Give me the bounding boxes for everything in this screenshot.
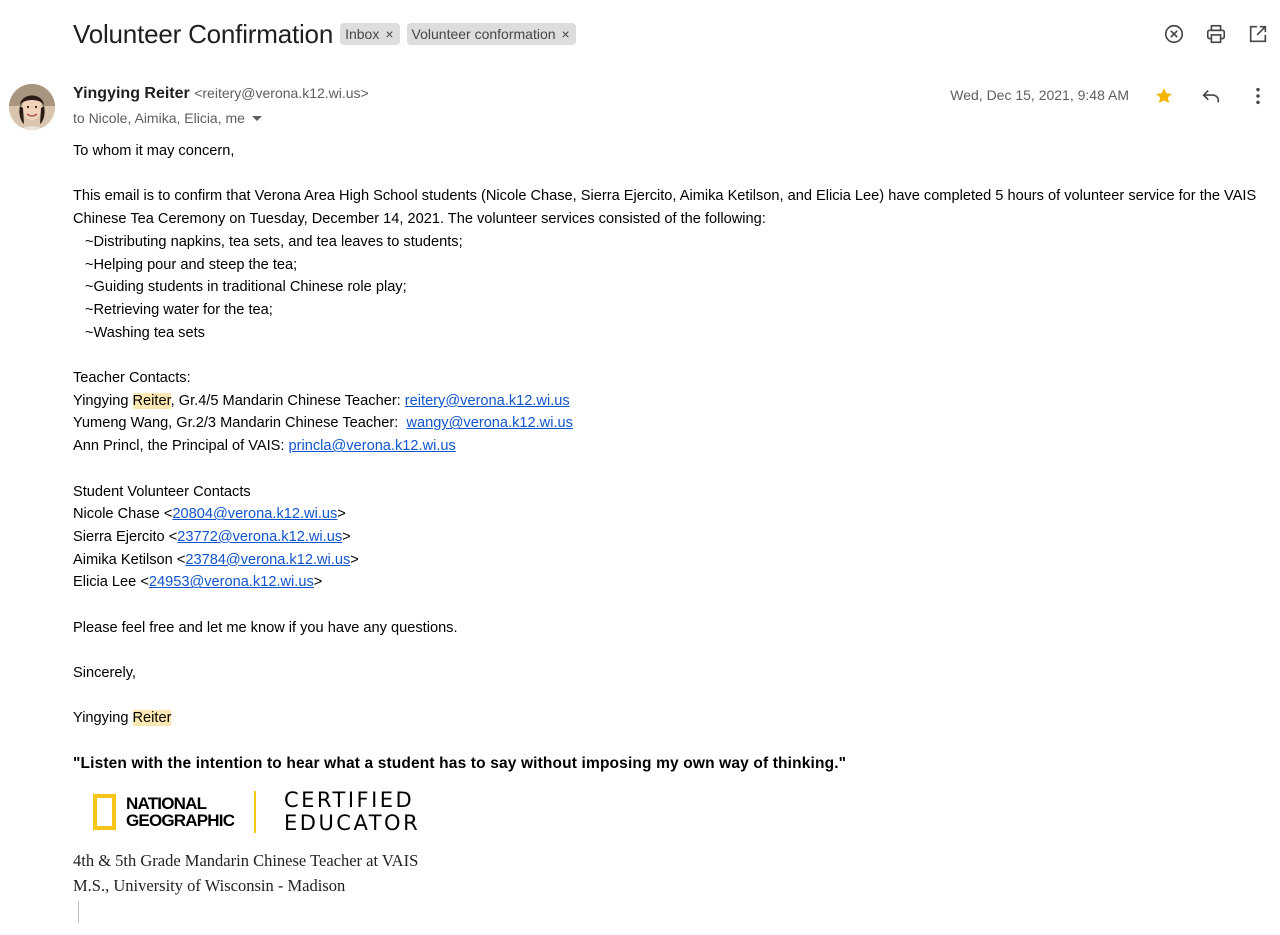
email-subject: Volunteer Confirmation bbox=[73, 18, 334, 49]
sender-email: <reitery@verona.k12.wi.us> bbox=[194, 85, 369, 101]
reply-icon[interactable] bbox=[1199, 84, 1223, 108]
student-contact-row bbox=[73, 503, 1273, 526]
label-text: Inbox bbox=[345, 26, 380, 42]
service-item: ~Guiding students in traditional Chinese role play; bbox=[85, 279, 407, 296]
service-item: ~Retrieving water for the tea; bbox=[85, 301, 273, 318]
close-all-icon[interactable] bbox=[1162, 22, 1186, 46]
confirmation-paragraph: This email is to confirm that Verona Area High School students (Nicole Chase, Sierra Ejercito, Aimika Ketilson, and Elicia Lee) have completed 5 hours of volunteer service for the VAIS Chinese Tea Ceremony on Tuesday, December 14, 2021. The volunteer services consisted of the following: bbox=[73, 188, 1257, 228]
sign-off: Sincerely, bbox=[73, 665, 136, 682]
service-item: ~Washing tea sets bbox=[85, 324, 205, 341]
student-contact-row bbox=[73, 571, 1273, 594]
student-contacts-heading: Student Volunteer Contacts bbox=[73, 483, 251, 500]
email-link[interactable]: 24953@verona.k12.wi.us bbox=[148, 574, 314, 591]
show-details-chevron-icon[interactable] bbox=[252, 116, 262, 121]
natgeo-line: NATIONAL bbox=[126, 793, 207, 813]
remove-label-button[interactable]: × bbox=[385, 26, 394, 42]
contact-name: Ann Princl, the Principal of VAIS: bbox=[73, 438, 289, 455]
recipients-line bbox=[73, 110, 262, 126]
student-contact-row bbox=[73, 549, 1273, 572]
bracket: > bbox=[313, 574, 323, 591]
bracket: > bbox=[342, 528, 351, 545]
cert-line: CERTIFIED bbox=[284, 787, 415, 812]
service-item: ~Helping pour and steep the tea; bbox=[85, 256, 298, 273]
contact-name: Yumeng Wang, Gr.2/3 Mandarin Chinese Teacher: bbox=[73, 415, 407, 432]
message-actions bbox=[1152, 84, 1270, 108]
student-name: Nicole Chase < bbox=[73, 506, 173, 523]
email-link[interactable]: 23784@verona.k12.wi.us bbox=[185, 551, 351, 568]
search-highlight: Reiter bbox=[132, 710, 172, 727]
closing-note: Please feel free and let me know if you have any questions. bbox=[73, 619, 458, 636]
open-in-new-window-icon[interactable] bbox=[1246, 22, 1270, 46]
sender-line bbox=[73, 85, 369, 103]
teacher-contact-row bbox=[73, 412, 1273, 435]
star-icon[interactable] bbox=[1152, 84, 1176, 108]
email-link[interactable]: princla@verona.k12.wi.us bbox=[288, 438, 456, 455]
more-vert-icon[interactable] bbox=[1246, 84, 1270, 108]
signature-first-name: Yingying bbox=[73, 710, 133, 727]
teacher-contacts-heading: Teacher Contacts: bbox=[73, 370, 191, 386]
greeting: To whom it may concern, bbox=[73, 143, 235, 159]
teacher-contact-row bbox=[73, 390, 1273, 413]
recipients-text: to Nicole, Aimika, Elicia, me bbox=[73, 110, 245, 126]
student-name: Elicia Lee < bbox=[73, 574, 149, 591]
bracket: > bbox=[337, 506, 346, 523]
cert-line: EDUCATOR bbox=[284, 810, 421, 835]
signature-divider bbox=[78, 901, 79, 923]
contact-name: Yingying bbox=[73, 392, 133, 409]
student-contact-row bbox=[73, 526, 1273, 549]
message-body bbox=[73, 140, 1273, 923]
service-item: ~Distributing napkins, tea sets, and tea leaves to students; bbox=[85, 233, 463, 250]
logo-divider bbox=[254, 791, 256, 833]
student-name: Aimika Ketilson < bbox=[73, 551, 186, 568]
signature-title: 4th & 5th Grade Mandarin Chinese Teacher at VAIS bbox=[73, 850, 419, 870]
email-link[interactable]: 23772@verona.k12.wi.us bbox=[177, 528, 343, 545]
thread-actions bbox=[1162, 22, 1270, 46]
message-date: Wed, Dec 15, 2021, 9:48 AM bbox=[950, 87, 1129, 103]
signature-details bbox=[73, 848, 1273, 898]
sender-name[interactable]: Yingying Reiter bbox=[73, 85, 190, 102]
certified-educator-text bbox=[284, 789, 420, 835]
student-name: Sierra Ejercito < bbox=[73, 528, 178, 545]
label-chip-inbox[interactable] bbox=[340, 23, 399, 45]
sender-avatar[interactable] bbox=[9, 84, 55, 130]
teacher-contact-row bbox=[73, 435, 1273, 458]
bracket: > bbox=[350, 551, 359, 568]
email-link[interactable]: reitery@verona.k12.wi.us bbox=[404, 392, 570, 409]
subject-row bbox=[73, 16, 576, 52]
remove-label-button[interactable]: × bbox=[561, 26, 570, 42]
print-icon[interactable] bbox=[1204, 22, 1228, 46]
label-text: Volunteer conformation bbox=[411, 26, 556, 42]
signature-quote: "Listen with the intention to hear what a student has to say without imposing my own way of thinking." bbox=[73, 754, 847, 772]
signature-name bbox=[73, 707, 1273, 730]
label-chip-volunteer[interactable] bbox=[407, 23, 576, 45]
email-link[interactable]: 20804@verona.k12.wi.us bbox=[172, 506, 338, 523]
natgeo-yellow-frame-icon bbox=[93, 794, 116, 830]
email-link[interactable]: wangy@verona.k12.wi.us bbox=[406, 415, 573, 432]
signature-degree: M.S., University of Wisconsin - Madison bbox=[73, 875, 346, 895]
contact-role: , Gr.4/5 Mandarin Chinese Teacher: bbox=[170, 392, 405, 409]
search-highlight: Reiter bbox=[132, 392, 171, 409]
natgeo-certified-educator-logo bbox=[93, 787, 1273, 835]
natgeo-wordmark bbox=[126, 795, 244, 829]
natgeo-line: GEOGRAPHIC bbox=[126, 810, 235, 830]
